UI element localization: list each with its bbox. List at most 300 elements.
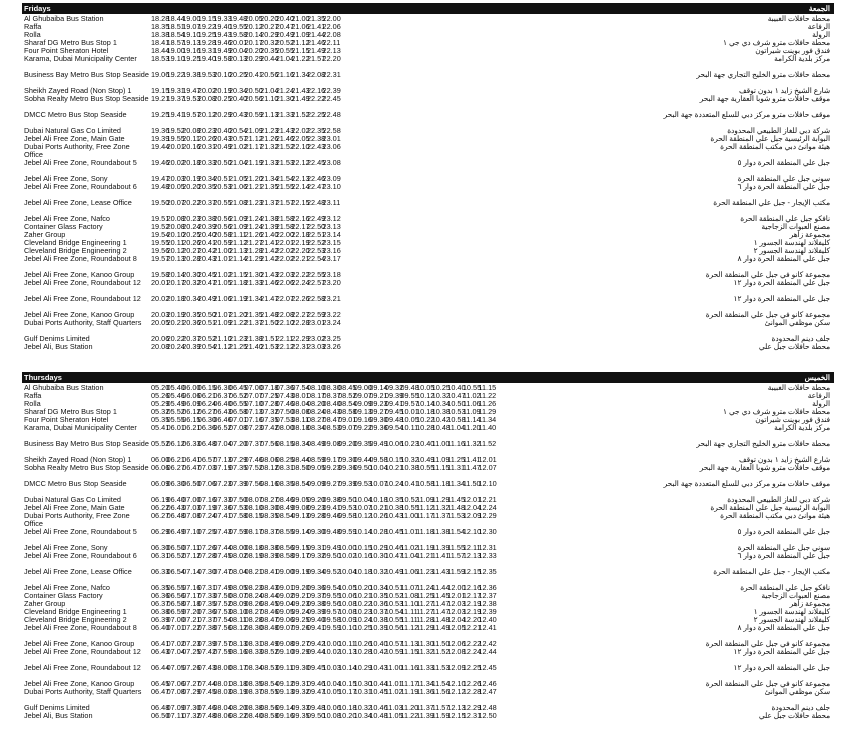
departure-time: 08.38 — [244, 703, 263, 712]
departure-time: 22.11 — [322, 38, 341, 47]
departure-time: 10.30 — [353, 679, 372, 688]
stop-name-en: Raffa — [24, 391, 42, 400]
departure-time: 11.25 — [447, 455, 465, 464]
departure-time: 08.47 — [322, 415, 341, 424]
departure-time: 22.53 — [306, 246, 326, 255]
departure-time: 08.10 — [228, 607, 248, 616]
departure-time: 22.28 — [291, 318, 310, 327]
stop-name-ar: جبل علي المنطقة الحرة دوار ٦ — [737, 551, 830, 560]
departure-time: 09.15 — [291, 543, 310, 552]
departure-time: 10.56 — [384, 623, 404, 632]
departure-time: 21.07 — [213, 310, 232, 319]
departure-time: 11.18 — [431, 479, 450, 488]
departure-time: 21.10 — [260, 94, 279, 103]
stop-name-ar: الرولة — [812, 30, 830, 39]
departure-time: 20.12 — [197, 110, 217, 119]
departure-time: 08.52 — [338, 391, 357, 400]
stop-name-ar: مجموعة كانو في جبل علي المنطقة الحرة — [705, 639, 830, 648]
departure-time: 07.07 — [244, 391, 263, 400]
departure-time: 10.41 — [400, 479, 419, 488]
departure-time: 20.54 — [197, 342, 217, 351]
departure-time: 11.22 — [400, 711, 419, 720]
departure-time: 20.05 — [166, 182, 185, 191]
departure-time: 11.43 — [431, 567, 450, 576]
departure-time: 08.13 — [228, 639, 248, 648]
departure-time: 07.59 — [213, 647, 232, 656]
departure-time: 08.53 — [322, 423, 341, 432]
departure-time: 10.28 — [369, 527, 388, 536]
departure-time: 22.54 — [306, 254, 326, 263]
departure-times — [151, 423, 497, 432]
departure-time: 08.10 — [306, 383, 326, 392]
departure-time: 20.20 — [260, 14, 279, 23]
departure-time: 09.00 — [353, 383, 372, 392]
departure-time: 21.22 — [291, 54, 310, 63]
day-title-en: Thursdays — [24, 373, 62, 382]
departure-time: 20.49 — [213, 142, 232, 151]
departure-time: 08.27 — [260, 495, 279, 504]
departure-time: 09.28 — [306, 511, 326, 520]
departure-time: 19.57 — [151, 254, 170, 263]
departure-time: 20.25 — [213, 94, 232, 103]
stop-name-en: DMCC Metro Bus Stop Seaside — [24, 479, 127, 488]
departure-time: 19.13 — [182, 38, 201, 47]
departure-time: 11.19 — [400, 687, 419, 696]
departure-time: 06.36 — [197, 423, 217, 432]
departure-time: 19.52 — [151, 222, 170, 231]
departure-time: 07.03 — [197, 463, 217, 472]
departure-time: 08.41 — [260, 567, 279, 576]
departure-time: 07.48 — [197, 711, 217, 720]
departure-times — [151, 254, 341, 263]
departure-time: 07.06 — [166, 679, 185, 688]
departure-time: 07.28 — [197, 551, 217, 560]
departure-time: 20.51 — [197, 318, 217, 327]
departure-time: 10.26 — [353, 639, 372, 648]
day-title-en: Fridays — [24, 4, 51, 13]
departure-time: 12.00 — [447, 583, 466, 592]
departure-time: 07.43 — [197, 663, 217, 672]
departure-time: 06.45 — [151, 679, 170, 688]
departure-time: 12.31 — [478, 543, 497, 552]
departure-time: 07.56 — [260, 439, 279, 448]
departure-time: 07.13 — [213, 455, 232, 464]
departure-time: 22.31 — [322, 70, 341, 79]
departure-time: 08.31 — [244, 639, 263, 648]
departure-time: 22.18 — [291, 230, 310, 239]
departure-time: 21.51 — [260, 334, 279, 343]
stop-name-en: Container Glass Factory — [24, 591, 103, 600]
departure-time: 09.07 — [353, 391, 372, 400]
departure-time: 06.48 — [151, 703, 170, 712]
departure-time: 12.40 — [478, 615, 497, 624]
departure-time: 09.59 — [322, 623, 341, 632]
departure-time: 07.08 — [182, 511, 201, 520]
departure-time: 11.55 — [447, 543, 465, 552]
departure-time: 11.00 — [400, 511, 419, 520]
stop-name-ar: كليفلاند لهندسة الجسور ١ — [753, 607, 830, 616]
departure-time: 12.30 — [478, 527, 497, 536]
departure-time: 10.24 — [384, 479, 404, 488]
stop-name-ar: محطة حافلات مترو الخليج التجاري جهة البحر — [696, 70, 830, 79]
departure-time: 09.50 — [338, 495, 357, 504]
departure-time: 20.34 — [228, 86, 248, 95]
departure-time: 06.43 — [166, 503, 185, 512]
departure-times — [151, 623, 497, 632]
departure-time: 08.01 — [213, 679, 232, 688]
departure-time: 12.06 — [447, 639, 466, 648]
departure-time: 08.35 — [275, 479, 295, 488]
departure-time: 20.25 — [228, 70, 248, 79]
departure-time: 20.38 — [197, 214, 217, 223]
departure-time: 21.19 — [228, 294, 248, 303]
departure-time: 11.16 — [447, 439, 465, 448]
departure-time: 08.54 — [291, 479, 310, 488]
departure-time: 06.59 — [166, 607, 185, 616]
departure-time: 10.53 — [384, 599, 404, 608]
departure-time: 20.20 — [244, 46, 263, 55]
departure-time: 23.06 — [322, 142, 341, 151]
stop-name-en: Rolla — [24, 30, 41, 39]
stop-name-en: Zaher Group — [24, 599, 66, 608]
departure-time: 20.19 — [182, 174, 201, 183]
departure-time: 09.23 — [322, 463, 341, 472]
departure-time: 09.12 — [275, 679, 295, 688]
departure-time: 21.17 — [244, 142, 263, 151]
departure-time: 22.27 — [291, 310, 310, 319]
departure-time: 20.28 — [182, 254, 201, 263]
departure-time: 08.04 — [291, 399, 310, 408]
departure-time: 21.47 — [260, 294, 279, 303]
stop-name-ar: جبل علي المنطقة الحرة دوار ١٢ — [733, 647, 830, 656]
departure-time: 21.50 — [260, 318, 279, 327]
departure-time: 20.11 — [182, 134, 200, 143]
departure-time: 11.47 — [431, 599, 450, 608]
departure-time: 21.23 — [228, 334, 248, 343]
departure-time: 05.20 — [151, 383, 170, 392]
departure-time: 08.17 — [244, 527, 263, 536]
stop-name-ar: محطة حافلات الغبيبة — [767, 383, 830, 392]
departure-time: 18.57 — [166, 38, 185, 47]
departure-time: 09.38 — [306, 599, 326, 608]
departure-time: 22.10 — [275, 318, 295, 327]
departure-time: 20.10 — [213, 70, 232, 79]
departure-time: 09.07 — [275, 623, 295, 632]
departure-time: 08.17 — [228, 663, 248, 672]
departure-time: 08.49 — [275, 503, 295, 512]
departure-time: 09.24 — [291, 607, 310, 616]
stop-name-en: Jebel Ali Free Zone, Roundabout 6 — [24, 551, 137, 560]
departure-time: 21.04 — [260, 86, 279, 95]
departure-time: 11.44 — [431, 583, 450, 592]
departure-time: 06.58 — [166, 599, 185, 608]
stop-name-ar: مركز بلدية الكرامة — [774, 54, 830, 63]
stop-name-en: Jebel Ali Free Zone, Roundabout 5 — [24, 527, 137, 536]
departure-time: 22.45 — [306, 158, 326, 167]
departure-time: 20.56 — [213, 222, 232, 231]
departure-time: 10.55 — [462, 383, 482, 392]
departure-time: 10.42 — [369, 647, 388, 656]
departure-time: 11.32 — [431, 503, 450, 512]
departure-time: 10.12 — [353, 511, 372, 520]
stop-name-ar: جلف دينم المحدودة — [771, 703, 830, 712]
departure-time: 20.03 — [166, 174, 185, 183]
stop-name-en: Dubai Ports Authority, Staff Quarters — [24, 687, 142, 696]
departure-time: 12.47 — [478, 687, 497, 696]
departure-time: 11.34 — [416, 679, 434, 688]
departure-time: 09.34 — [306, 567, 326, 576]
departure-time: 21.27 — [244, 238, 263, 247]
departure-time: 20.50 — [213, 158, 232, 167]
departure-time: 19.22 — [166, 70, 185, 79]
stop-name-ar: موقف حافلات مترو مركز دبي للسلع المتعددة جهة البحر — [663, 110, 830, 119]
departure-time: 19.47 — [151, 174, 170, 183]
departure-time: 11.12 — [400, 623, 419, 632]
departure-time: 08.30 — [244, 623, 263, 632]
departure-time: 08.46 — [260, 607, 279, 616]
departure-time: 10.26 — [369, 511, 388, 520]
departure-time: 07.30 — [197, 567, 217, 576]
stop-name-ar: مكتب الإيجار - جبل علي المنطقة الحرة — [713, 567, 830, 576]
departure-time: 08.38 — [260, 543, 279, 552]
departure-time: 11.21 — [416, 551, 434, 560]
stop-name-en: Sobha Realty Metro Bus Stop Seaside — [24, 94, 149, 103]
departure-time: 06.30 — [213, 383, 232, 392]
departure-time: 06.30 — [151, 543, 170, 552]
departure-time: 11.13 — [400, 639, 419, 648]
departure-time: 10.16 — [353, 551, 372, 560]
departure-time: 11.09 — [431, 455, 450, 464]
departure-time: 11.52 — [478, 439, 497, 448]
departure-time: 08.52 — [260, 647, 279, 656]
departure-time: 23.12 — [322, 214, 341, 223]
departure-time: 20.52 — [275, 38, 295, 47]
departure-time: 11.41 — [462, 455, 481, 464]
departure-time: 21.20 — [228, 310, 248, 319]
departure-time: 21.26 — [260, 134, 279, 143]
departure-time: 20.37 — [182, 334, 201, 343]
departure-time: 21.54 — [275, 174, 295, 183]
departure-time: 10.32 — [369, 567, 388, 576]
departure-time: 23.10 — [322, 182, 341, 191]
departure-time: 09.55 — [322, 591, 341, 600]
departure-time: 07.02 — [166, 639, 185, 648]
stop-name-en: Gulf Denims Limited — [24, 703, 90, 712]
departure-time: 12.36 — [478, 583, 497, 592]
departure-time: 19.33 — [213, 14, 232, 23]
departure-time: 21.13 — [260, 110, 279, 119]
stop-name-en: Jebel Ali Free Zone, Kanoo Group — [24, 310, 135, 319]
departure-time: 06.22 — [151, 503, 170, 512]
departure-time: 11.29 — [431, 495, 450, 504]
departure-time: 20.43 — [197, 254, 217, 263]
departure-time: 19.10 — [166, 54, 185, 63]
departure-time: 19.15 — [151, 86, 170, 95]
departure-time: 21.30 — [275, 94, 295, 103]
departure-time: 07.32 — [260, 407, 279, 416]
departure-time: 05.32 — [151, 407, 170, 416]
stop-name-en: Jebel Ali Free Zone, Roundabout 8 — [24, 623, 137, 632]
departure-time: 06.44 — [151, 663, 170, 672]
departure-time: 07.20 — [228, 439, 248, 448]
departure-time: 09.53 — [338, 503, 357, 512]
departure-time: 21.23 — [260, 126, 279, 135]
departure-time: 07.31 — [197, 583, 217, 592]
stop-name-ar: شركة دبي للغاز الطبيعي المحدودة — [727, 126, 830, 135]
stop-name-en: Cleveland Bridge Engineering 2 — [24, 615, 127, 624]
departure-time: 10.43 — [384, 511, 404, 520]
stop-name-ar: مصنع العبوات الزجاجية — [761, 591, 830, 600]
departure-time: 09.54 — [384, 423, 404, 432]
departure-time: 21.13 — [228, 246, 248, 255]
departure-time: 09.48 — [384, 415, 404, 424]
departure-time: 23.14 — [322, 230, 341, 239]
departure-time: 09.21 — [369, 391, 388, 400]
departure-time: 22.50 — [306, 222, 326, 231]
departure-time: 12.37 — [478, 591, 497, 600]
departure-time: 21.16 — [275, 70, 295, 79]
departure-time: 08.22 — [228, 711, 248, 720]
departure-time: 22.51 — [306, 230, 326, 239]
departure-time: 06.27 — [151, 511, 170, 520]
departure-time: 20.18 — [166, 294, 185, 303]
departure-time: 12.19 — [462, 599, 482, 608]
departure-time: 07.59 — [228, 527, 248, 536]
departure-time: 20.47 — [197, 278, 217, 287]
departure-time: 07.44 — [197, 679, 217, 688]
departure-time: 19.55 — [166, 134, 185, 143]
departure-time: 05.41 — [151, 423, 170, 432]
departure-time: 09.36 — [306, 583, 326, 592]
departure-time: 22.20 — [291, 246, 310, 255]
departure-time: 06.52 — [213, 423, 232, 432]
departure-time: 11.01 — [400, 527, 419, 536]
departure-time: 11.34 — [447, 479, 465, 488]
stop-name-en: Jebel Ali Free Zone, Lease Office — [24, 198, 132, 207]
departure-time: 06.48 — [166, 511, 185, 520]
departure-time: 09.05 — [306, 463, 326, 472]
departure-time: 10.22 — [416, 415, 435, 424]
departure-time: 10.34 — [431, 399, 450, 408]
departure-time: 06.37 — [151, 599, 170, 608]
departure-time: 07.12 — [182, 551, 201, 560]
departure-time: 18.41 — [151, 38, 170, 47]
departure-time: 08.55 — [260, 687, 279, 696]
departure-time: 08.46 — [275, 495, 295, 504]
departure-time: 23.21 — [322, 294, 341, 303]
departure-time: 07.49 — [213, 583, 232, 592]
departure-time: 09.44 — [353, 455, 372, 464]
departure-time: 20.42 — [197, 246, 217, 255]
departure-time: 23.08 — [322, 158, 341, 167]
departure-time: 08.11 — [291, 415, 310, 424]
departure-time: 07.50 — [228, 495, 248, 504]
departure-time: 08.45 — [260, 599, 279, 608]
departure-time: 09.35 — [291, 711, 310, 720]
departure-time: 21.06 — [228, 182, 248, 191]
departure-time: 20.41 — [197, 238, 217, 247]
departure-time: 10.45 — [369, 687, 388, 696]
departure-time: 08.20 — [306, 399, 326, 408]
departure-time: 06.06 — [151, 463, 170, 472]
departure-time: 07.26 — [197, 543, 217, 552]
departure-time: 20.56 — [260, 70, 279, 79]
departure-time: 21.34 — [291, 70, 310, 79]
departure-time: 19.58 — [151, 270, 170, 279]
departure-time: 20.07 — [166, 198, 185, 207]
departure-time: 20.02 — [151, 294, 170, 303]
departure-time: 12.50 — [478, 711, 497, 720]
departure-time: 19.25 — [151, 110, 170, 119]
departure-time: 18.38 — [151, 30, 170, 39]
departure-time: 12.24 — [478, 503, 497, 512]
departure-time: 08.31 — [275, 463, 295, 472]
departure-time: 21.43 — [275, 126, 295, 135]
departure-time: 20.43 — [228, 110, 248, 119]
departure-time: 07.01 — [228, 415, 248, 424]
departure-times — [151, 54, 341, 63]
stop-name-ar: جبل علي المنطقة الحرة دوار ١٢ — [733, 294, 830, 303]
departure-time: 07.28 — [260, 399, 279, 408]
stop-name-en: Raffa — [24, 22, 42, 31]
departure-time: 06.33 — [182, 439, 201, 448]
stop-name-en: Dubai Ports Authority, Free Zone Office — [24, 142, 130, 159]
stop-name-ar: محطة حافلات مترو شرف دي جي ١ — [723, 407, 830, 416]
departure-time: 07.19 — [213, 463, 232, 472]
departure-time: 11.11 — [400, 615, 418, 624]
departure-time: 08.19 — [228, 687, 248, 696]
stop-name-ar: جبل علي المنطقة الحرة دوار ٨ — [737, 254, 830, 263]
departure-time: 20.14 — [166, 270, 185, 279]
departure-time: 11.37 — [416, 703, 434, 712]
departure-time: 09.32 — [291, 687, 310, 696]
departure-time: 08.35 — [244, 679, 263, 688]
departure-time: 10.14 — [353, 527, 372, 536]
departure-time: 22.38 — [306, 134, 326, 143]
departure-time: 07.21 — [182, 615, 201, 624]
departure-time: 08.18 — [291, 423, 310, 432]
departure-time: 05.26 — [151, 391, 170, 400]
departure-time: 12.28 — [462, 687, 482, 696]
departure-time: 06.21 — [182, 423, 201, 432]
departure-time: 12.01 — [447, 591, 466, 600]
departure-time: 10.55 — [400, 503, 419, 512]
departure-time: 10.24 — [353, 615, 372, 624]
stop-name-ar: نافكو جبل علي المنطقة الحرة — [740, 214, 830, 223]
departure-time: 11.19 — [416, 543, 434, 552]
departure-time: 08.18 — [244, 543, 263, 552]
departure-time: 10.37 — [369, 607, 388, 616]
section-fridays — [22, 3, 834, 351]
departure-time: 07.47 — [213, 567, 232, 576]
departure-time: 10.48 — [431, 423, 450, 432]
departure-time: 22.17 — [291, 222, 310, 231]
departure-time: 08.18 — [228, 679, 248, 688]
departure-time: 08.20 — [228, 703, 248, 712]
departure-time: 20.44 — [260, 54, 279, 63]
departure-times — [151, 294, 341, 303]
departure-time: 12.05 — [447, 623, 466, 632]
departure-time: 23.01 — [306, 318, 326, 327]
departure-time: 22.08 — [275, 310, 295, 319]
departure-time: 10.51 — [384, 583, 404, 592]
departure-time: 07.11 — [166, 711, 185, 720]
departure-time: 11.45 — [447, 495, 465, 504]
departure-time: 21.33 — [275, 110, 295, 119]
departure-time: 20.35 — [260, 46, 279, 55]
departure-time: 06.41 — [151, 639, 170, 648]
departure-time: 10.29 — [353, 663, 372, 672]
